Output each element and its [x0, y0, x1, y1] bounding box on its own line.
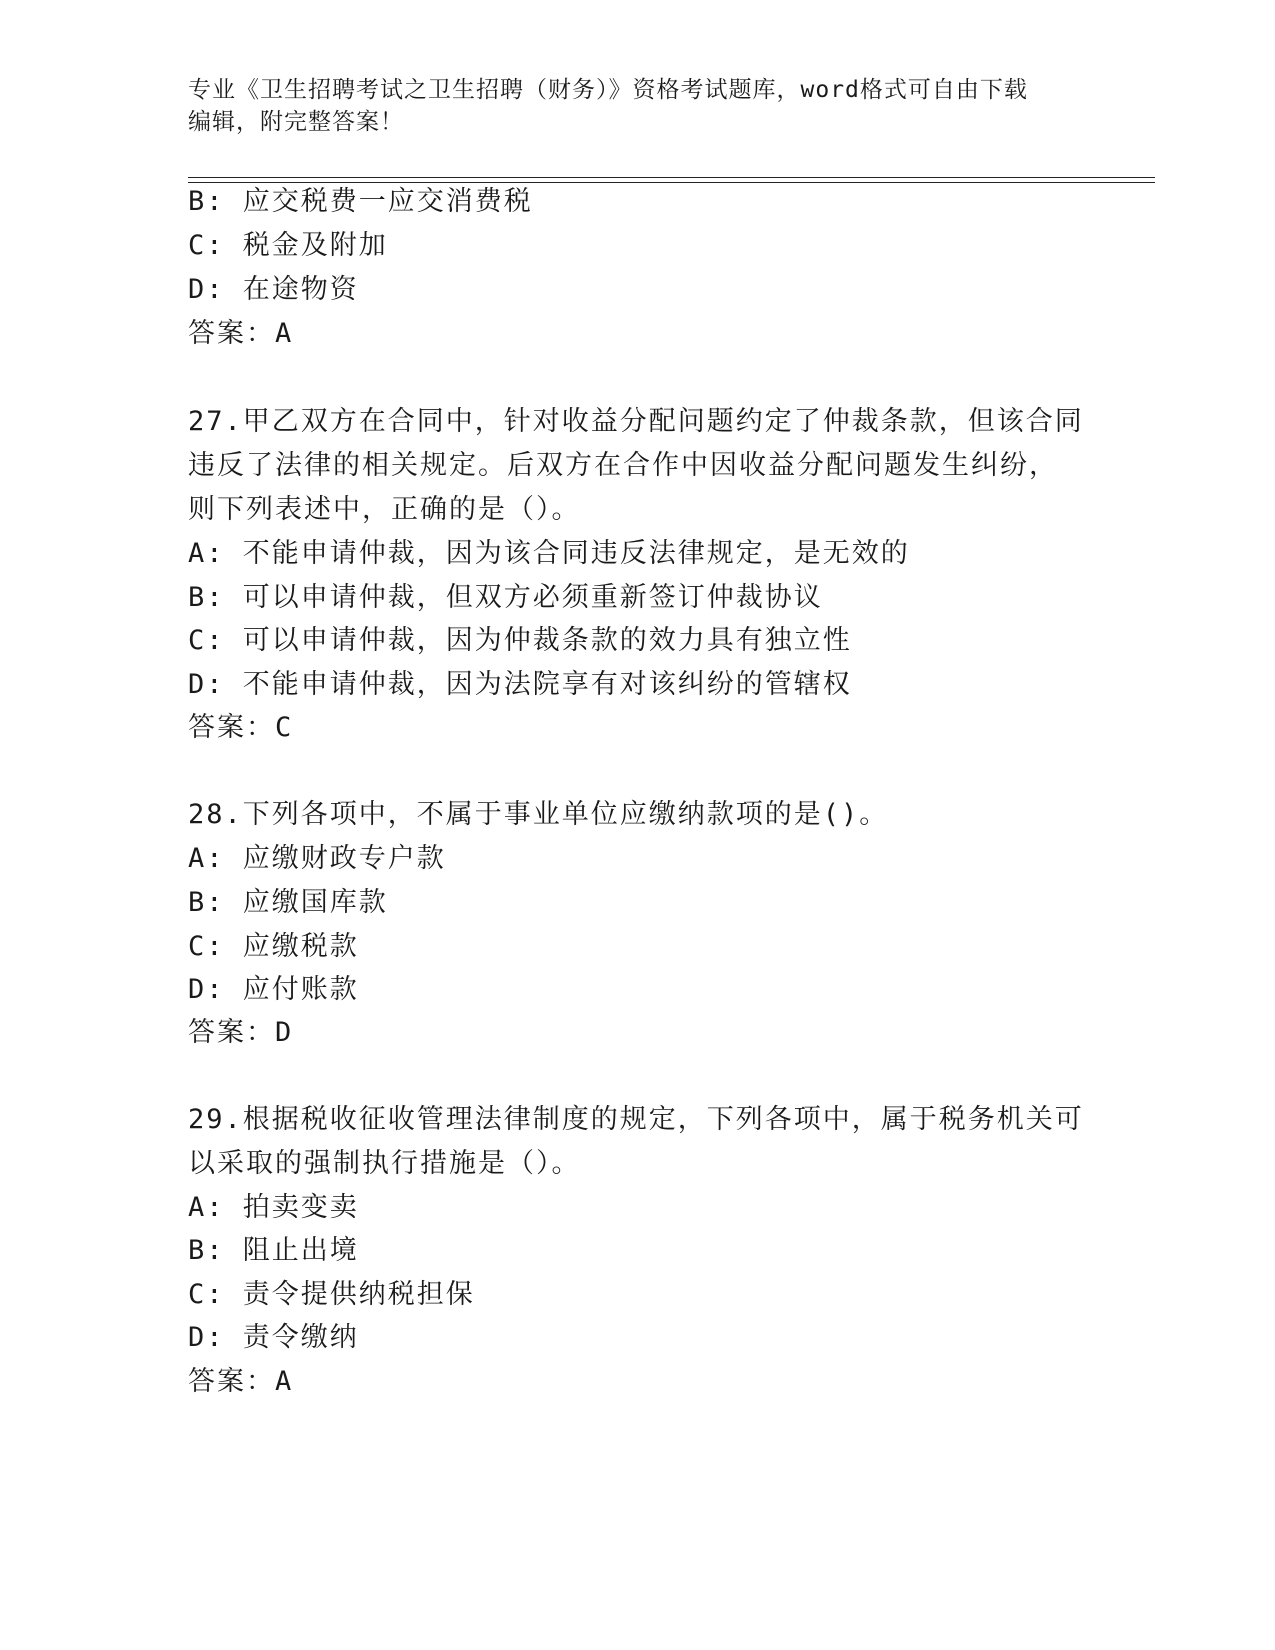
answer-label: 答案： [188, 1017, 275, 1048]
q26-option-d: D: 在途物资 [188, 274, 359, 305]
q27-stem-line-3: 则下列表述中，正确的是（）。 [188, 494, 581, 525]
q28-answer [188, 1015, 293, 1051]
document-header [188, 74, 1088, 138]
q27-answer [188, 710, 293, 746]
answer-label: 答案： [188, 1366, 275, 1397]
answer-value: A [275, 318, 294, 349]
header-divider-bottom [188, 182, 1155, 183]
q29-option-a: A: 拍卖变卖 [188, 1192, 359, 1223]
q27-option-b: B: 可以申请仲裁，但双方必须重新签订仲裁协议 [188, 582, 823, 613]
answer-value: D [275, 1017, 294, 1048]
header-divider-top [188, 177, 1155, 178]
q29-option-c: C: 责令提供纳税担保 [188, 1279, 475, 1310]
q27-stem-line-2: 违反了法律的相关规定。后双方在合作中因收益分配问题发生纠纷， [188, 450, 1058, 481]
answer-value: A [275, 1366, 294, 1397]
q26-answer [188, 316, 293, 352]
q26-option-c: C: 税金及附加 [188, 230, 388, 261]
answer-label: 答案： [188, 318, 275, 349]
q27-stem-line-1: 27.甲乙双方在合同中，针对收益分配问题约定了仲裁条款，但该合同 [188, 406, 1084, 437]
q28-option-a: A: 应缴财政专户款 [188, 843, 446, 874]
q26-option-b: B: 应交税费一应交消费税 [188, 186, 533, 217]
q29-option-d: D: 责令缴纳 [188, 1322, 359, 1353]
q27-option-c: C: 可以申请仲裁，因为仲裁条款的效力具有独立性 [188, 625, 852, 656]
q28-option-c: C: 应缴税款 [188, 931, 359, 962]
q29-stem-line-2: 以采取的强制执行措施是（）。 [188, 1148, 581, 1179]
q28-stem-line-1: 28.下列各项中，不属于事业单位应缴纳款项的是()。 [188, 799, 889, 830]
header-line-1: 专业《卫生招聘考试之卫生招聘（财务）》资格考试题库，word格式可自由下载 [188, 77, 1028, 103]
q27-option-a: A: 不能申请仲裁，因为该合同违反法律规定，是无效的 [188, 538, 910, 569]
header-line-2: 编辑，附完整答案！ [188, 109, 404, 135]
answer-value: C [275, 712, 294, 743]
q28-option-b: B: 应缴国库款 [188, 887, 388, 918]
q29-stem-line-1: 29.根据税收征收管理法律制度的规定，下列各项中，属于税务机关可 [188, 1104, 1084, 1135]
q27-option-d: D: 不能申请仲裁，因为法院享有对该纠纷的管辖权 [188, 669, 852, 700]
q29-answer [188, 1364, 293, 1400]
q29-option-b: B: 阻止出境 [188, 1235, 359, 1266]
q28-option-d: D: 应付账款 [188, 974, 359, 1005]
answer-label: 答案： [188, 712, 275, 743]
